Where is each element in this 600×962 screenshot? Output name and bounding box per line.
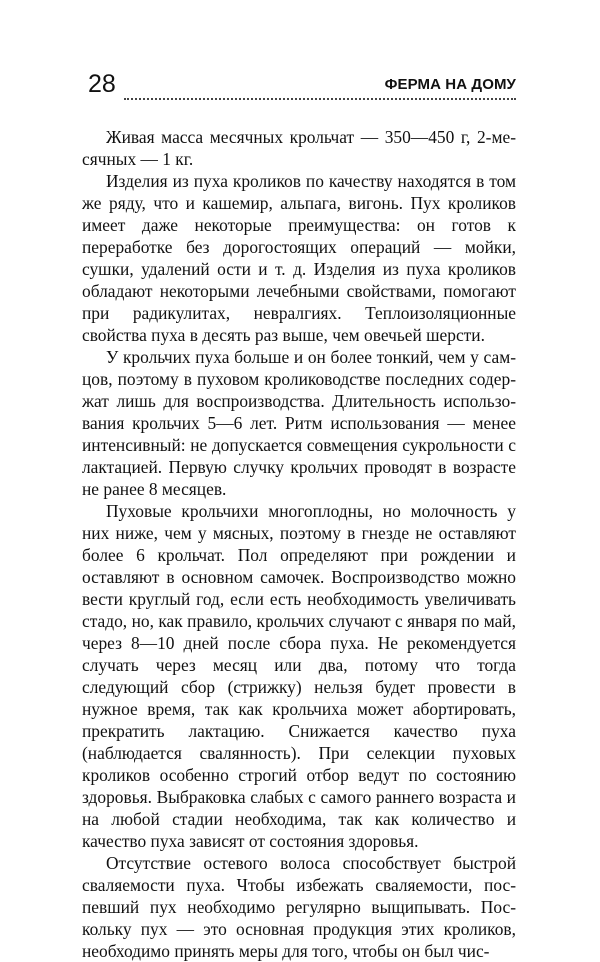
body-text [82,126,516,962]
paragraph: Живая масса месячных крольчат — 350—450 г, 2-месячных — 1 кг. [82,127,516,169]
header-divider [124,98,516,100]
paragraph: У крольчих пуха больше и он более тонкий, чем у самцов, поэтому в пуховом кролиководстве последних содержат лишь для воспроизводства. Длительность использования крольчих 5—6 лет. Ритм использования — менее интенсивный: не допускается совмещения сукрольности с лактацией. Первую случку крольчих проводят в возрасте не ранее 8 месяцев. [82,347,516,499]
paragraph: Изделия из пуха кроликов по качеству находятся в том же ряду, что и кашемир, альпага, вигонь. Пух кроликов имеет даже некоторые преимущества: он готов к переработке без дорогостоящих операций — мойки, сушки, удалений ости и т. д. Изделия из пуха кроликов обладают некоторыми лечебными свойствами, помогают при радикулитах, невралгиях. Теплоизоляционные свойства пуха в десять раз выше, чем овечьей шерсти. [82,171,516,345]
paragraph: Отсутствие остевого волоса способствует быстрой сваляемости пуха. Чтобы избежать сваляемости, поспевший пух необходимо регулярно выщипывать. Поскольку пух — это основная продукция этих кроликов, необходимо принять меры для того, чтобы он был чис- [82,853,516,961]
paragraph: Пуховые крольчихи многоплодны, но молочность у них ниже, чем у мясных, поэтому в гнезде не оставляют более 6 крольчат. Пол определяют при рождении и оставляют в основном самочек. Воспроизводство можно вести круглый год, если есть необходимость увеличивать стадо, но, как правило, крольчих случают с января по май, через 8—10 дней после сбора пуха. Не рекомендуется случать через месяц или два, потому что тогда следующий сбор (стрижку) нельзя будет провести в нужное время, так как крольчиха может абортировать, прекратить лактацию. Снижается качество пуха (наблюдается свалянность). При селекции пуховых кроликов особенно строгий отбор ведут по состоянию здоровья. Выбраковка слабых с самого раннего возраста и на любой стадии необходима, так как количество и качество пуха зависят от состояния здоровья. [82,501,516,851]
page-number: 28 [88,70,116,98]
running-title: ФЕРМА НА ДОМУ [384,76,516,93]
